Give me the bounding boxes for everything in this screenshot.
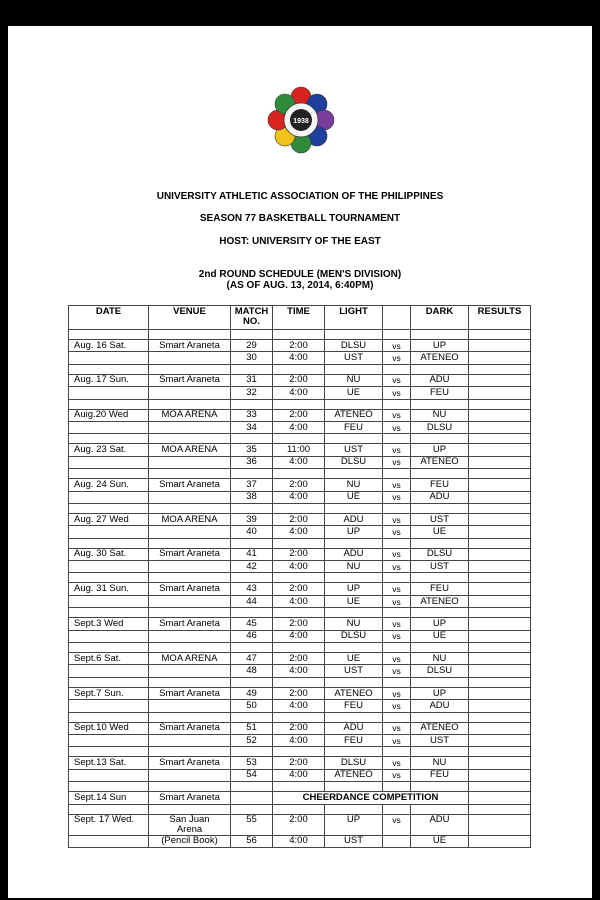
game-row xyxy=(69,387,531,399)
game-time: 4:00 xyxy=(273,352,325,364)
col-results: RESULTS xyxy=(469,306,531,330)
light-team: UE xyxy=(325,387,383,399)
dark-team: DLSU xyxy=(411,421,469,433)
dark-team: ATENEO xyxy=(411,722,469,734)
match-no: 49 xyxy=(231,687,273,699)
col-vs xyxy=(383,306,411,330)
game-row xyxy=(69,513,531,525)
dark-team: FEU xyxy=(411,769,469,781)
game-time: 2:00 xyxy=(273,653,325,665)
spacer-row xyxy=(69,469,531,479)
cheerdance-event: CHEERDANCE COMPETITION xyxy=(273,792,469,804)
light-team: FEU xyxy=(325,421,383,433)
host-title: HOST: UNIVERSITY OF THE EAST xyxy=(219,236,381,247)
result-cell xyxy=(469,757,531,769)
game-time: 2:00 xyxy=(273,618,325,630)
light-team: ATENEO xyxy=(325,687,383,699)
result-cell xyxy=(469,444,531,456)
spacer-row xyxy=(69,747,531,757)
result-cell xyxy=(469,722,531,734)
versus-label: vs xyxy=(383,456,411,468)
match-no: 42 xyxy=(231,561,273,573)
game-time: 2:00 xyxy=(273,340,325,352)
versus-label: vs xyxy=(383,409,411,421)
spacer-row xyxy=(69,782,531,792)
dark-team: UP xyxy=(411,687,469,699)
light-team: UST xyxy=(325,835,383,847)
spacer-row xyxy=(69,804,531,814)
game-row xyxy=(69,340,531,352)
versus-label: vs xyxy=(383,526,411,538)
result-cell xyxy=(469,548,531,560)
match-no: 40 xyxy=(231,526,273,538)
uaap-seal-icon xyxy=(263,82,339,158)
versus-label: vs xyxy=(383,561,411,573)
dark-team: NU xyxy=(411,409,469,421)
game-time: 4:00 xyxy=(273,456,325,468)
light-team: NU xyxy=(325,618,383,630)
spacer-row xyxy=(69,573,531,583)
schedule-title: 2nd ROUND SCHEDULE (MEN'S DIVISION) xyxy=(198,269,402,280)
light-team: UE xyxy=(325,595,383,607)
light-team: ATENEO xyxy=(325,409,383,421)
light-team: UP xyxy=(325,814,383,835)
day-date: Aug. 23 Sat. xyxy=(69,444,149,456)
versus-label: vs xyxy=(383,722,411,734)
versus-label: vs xyxy=(383,479,411,491)
dark-team: ATENEO xyxy=(411,595,469,607)
schedule-body xyxy=(69,330,531,782)
spacer-row xyxy=(69,503,531,513)
game-row xyxy=(69,561,531,573)
match-no: 54 xyxy=(231,769,273,781)
spacer-row xyxy=(69,643,531,653)
versus-label: vs xyxy=(383,340,411,352)
match-no: 56 xyxy=(231,835,273,847)
result-cell xyxy=(469,835,531,847)
day-venue: Smart Araneta xyxy=(149,479,231,491)
versus-label: vs xyxy=(383,387,411,399)
versus-label: vs xyxy=(383,583,411,595)
result-cell xyxy=(469,374,531,386)
day-date: Sept.13 Sat. xyxy=(69,757,149,769)
light-team: UP xyxy=(325,526,383,538)
dark-team: UP xyxy=(411,444,469,456)
versus-label: vs xyxy=(383,665,411,677)
day-date: Aug. 30 Sat. xyxy=(69,548,149,560)
game-time: 2:00 xyxy=(273,687,325,699)
match-no: 51 xyxy=(231,722,273,734)
dark-team: ATENEO xyxy=(411,456,469,468)
day-date: Sept. 17 Wed. xyxy=(69,814,149,835)
game-time: 2:00 xyxy=(273,513,325,525)
day-venue: Smart Araneta xyxy=(149,548,231,560)
dark-team: FEU xyxy=(411,387,469,399)
col-dark: DARK xyxy=(411,306,469,330)
game-row xyxy=(69,687,531,699)
light-team: UST xyxy=(325,352,383,364)
game-row xyxy=(69,409,531,421)
light-team: NU xyxy=(325,479,383,491)
game-time: 4:00 xyxy=(273,595,325,607)
game-row xyxy=(69,491,531,503)
match-no: 46 xyxy=(231,630,273,642)
dark-team: ADU xyxy=(411,700,469,712)
dark-team: DLSU xyxy=(411,665,469,677)
day-date: Aug. 31 Sun. xyxy=(69,583,149,595)
light-team: DLSU xyxy=(325,456,383,468)
dark-team: ADU xyxy=(411,491,469,503)
match-no: 39 xyxy=(231,513,273,525)
versus-label: vs xyxy=(383,491,411,503)
day-venue: Smart Araneta xyxy=(149,583,231,595)
result-cell xyxy=(469,653,531,665)
cheerdance-venue: Smart Araneta xyxy=(149,792,231,804)
match-no: 44 xyxy=(231,595,273,607)
match-no: 52 xyxy=(231,734,273,746)
dark-team: UP xyxy=(411,618,469,630)
game-time: 4:00 xyxy=(273,387,325,399)
col-venue: VENUE xyxy=(149,306,231,330)
match-no: 37 xyxy=(231,479,273,491)
game-row xyxy=(69,583,531,595)
game-time: 2:00 xyxy=(273,722,325,734)
game-row xyxy=(69,665,531,677)
game-row xyxy=(69,421,531,433)
spacer-row xyxy=(69,712,531,722)
game-row xyxy=(69,769,531,781)
org-title: UNIVERSITY ATHLETIC ASSOCIATION OF THE PHILIPPINES xyxy=(156,191,444,202)
spacer-row xyxy=(69,677,531,687)
result-cell xyxy=(469,513,531,525)
header-row xyxy=(69,306,531,330)
match-no: 41 xyxy=(231,548,273,560)
day-venue: Smart Araneta xyxy=(149,374,231,386)
result-cell xyxy=(469,421,531,433)
versus-label: vs xyxy=(383,595,411,607)
match-no: 50 xyxy=(231,700,273,712)
day-venue: Smart Araneta xyxy=(149,687,231,699)
match-no: 53 xyxy=(231,757,273,769)
game-time: 2:00 xyxy=(273,409,325,421)
match-no: 29 xyxy=(231,340,273,352)
result-cell xyxy=(469,479,531,491)
game-row xyxy=(69,548,531,560)
match-no: 45 xyxy=(231,618,273,630)
light-team: NU xyxy=(325,374,383,386)
cheerdance-row xyxy=(69,792,531,804)
game-row xyxy=(69,835,531,847)
result-cell xyxy=(469,352,531,364)
result-cell xyxy=(469,387,531,399)
day-venue: MOA ARENA xyxy=(149,444,231,456)
day-date: Aug. 17 Sun. xyxy=(69,374,149,386)
day-venue: Smart Araneta xyxy=(149,618,231,630)
day-venue: Smart Araneta xyxy=(149,340,231,352)
day-date: Sept.10 Wed xyxy=(69,722,149,734)
result-cell xyxy=(469,491,531,503)
day-venue: Smart Araneta xyxy=(149,722,231,734)
result-cell xyxy=(469,409,531,421)
spacer-row xyxy=(69,364,531,374)
versus-label: vs xyxy=(383,352,411,364)
light-team: FEU xyxy=(325,734,383,746)
light-team: NU xyxy=(325,561,383,573)
dark-team: UE xyxy=(411,630,469,642)
versus-label: vs xyxy=(383,653,411,665)
day-date: Aug. 24 Sun. xyxy=(69,479,149,491)
game-time: 4:00 xyxy=(273,665,325,677)
day-date: Sept.3 Wed xyxy=(69,618,149,630)
result-cell xyxy=(469,734,531,746)
spacer-row xyxy=(69,330,531,340)
game-row xyxy=(69,814,531,835)
light-team: DLSU xyxy=(325,340,383,352)
game-row xyxy=(69,595,531,607)
spacer-row xyxy=(69,608,531,618)
cheerdance-date: Sept.14 Sun xyxy=(69,792,149,804)
dark-team: UE xyxy=(411,526,469,538)
light-team: ADU xyxy=(325,548,383,560)
dark-team: ADU xyxy=(411,814,469,835)
match-no: 38 xyxy=(231,491,273,503)
game-row xyxy=(69,722,531,734)
venue-line: Arena xyxy=(176,823,203,835)
match-no: 33 xyxy=(231,409,273,421)
day-venue: MOA ARENA xyxy=(149,513,231,525)
result-cell xyxy=(469,769,531,781)
game-time: 4:00 xyxy=(273,491,325,503)
game-row xyxy=(69,630,531,642)
light-team: UE xyxy=(325,491,383,503)
schedule-table xyxy=(68,305,531,848)
game-time: 4:00 xyxy=(273,769,325,781)
game-time: 2:00 xyxy=(273,814,325,835)
match-no: 34 xyxy=(231,421,273,433)
game-row xyxy=(69,479,531,491)
game-time: 4:00 xyxy=(273,630,325,642)
dark-team: UST xyxy=(411,734,469,746)
game-time: 2:00 xyxy=(273,479,325,491)
col-date: DATE xyxy=(69,306,149,330)
versus-label: vs xyxy=(383,374,411,386)
light-team: ADU xyxy=(325,722,383,734)
game-time: 2:00 xyxy=(273,374,325,386)
day-date: Sept.7 Sun. xyxy=(69,687,149,699)
game-row xyxy=(69,374,531,386)
versus-label: vs xyxy=(383,769,411,781)
versus-label: vs xyxy=(383,687,411,699)
dark-team: ATENEO xyxy=(411,352,469,364)
spacer-row xyxy=(69,399,531,409)
spacer-row xyxy=(69,538,531,548)
match-no: 31 xyxy=(231,374,273,386)
light-team: ADU xyxy=(325,513,383,525)
result-cell xyxy=(469,456,531,468)
game-time: 2:00 xyxy=(273,757,325,769)
versus-label: vs xyxy=(383,734,411,746)
day-venue: MOA ARENA xyxy=(149,653,231,665)
dark-team: NU xyxy=(411,757,469,769)
day-venue: MOA ARENA xyxy=(149,409,231,421)
dark-team: DLSU xyxy=(411,548,469,560)
light-team: DLSU xyxy=(325,757,383,769)
game-time: 4:00 xyxy=(273,526,325,538)
game-time: 11:00 xyxy=(273,444,325,456)
day-venue-note: (Pencil Book) xyxy=(149,835,231,847)
spacer-row xyxy=(69,434,531,444)
light-team: DLSU xyxy=(325,630,383,642)
match-no: 47 xyxy=(231,653,273,665)
as-of-date: (AS OF AUG. 13, 2014, 6:40PM) xyxy=(226,280,374,291)
day-date: Aug. 27 Wed xyxy=(69,513,149,525)
light-team: UST xyxy=(325,665,383,677)
match-no: 36 xyxy=(231,456,273,468)
day-venue: Smart Araneta xyxy=(149,757,231,769)
versus-label: vs xyxy=(383,618,411,630)
result-cell xyxy=(469,595,531,607)
dark-team: ADU xyxy=(411,374,469,386)
dark-team: UE xyxy=(411,835,469,847)
versus-label: vs xyxy=(383,548,411,560)
game-row xyxy=(69,526,531,538)
versus-label: vs xyxy=(383,513,411,525)
dark-team: NU xyxy=(411,653,469,665)
versus-label: vs xyxy=(383,444,411,456)
col-time: TIME xyxy=(273,306,325,330)
game-time: 4:00 xyxy=(273,421,325,433)
versus-label: vs xyxy=(383,700,411,712)
game-row xyxy=(69,757,531,769)
game-row xyxy=(69,444,531,456)
game-row xyxy=(69,456,531,468)
light-team: UE xyxy=(325,653,383,665)
dark-team: UST xyxy=(411,561,469,573)
dark-team: FEU xyxy=(411,583,469,595)
result-cell xyxy=(469,340,531,352)
versus-label: vs xyxy=(383,421,411,433)
col-light: LIGHT xyxy=(325,306,383,330)
seal-year: 1938 xyxy=(293,118,309,125)
day-date: Sept.6 Sat. xyxy=(69,653,149,665)
versus-label: vs xyxy=(383,757,411,769)
game-time: 4:00 xyxy=(273,700,325,712)
match-no: 43 xyxy=(231,583,273,595)
game-row xyxy=(69,618,531,630)
season-title: SEASON 77 BASKETBALL TOURNAMENT xyxy=(199,213,401,224)
day-date: Aug. 16 Sat. xyxy=(69,340,149,352)
result-cell xyxy=(469,700,531,712)
dark-team: UP xyxy=(411,340,469,352)
dark-team: UST xyxy=(411,513,469,525)
result-cell xyxy=(469,687,531,699)
dark-team: FEU xyxy=(411,479,469,491)
light-team: UP xyxy=(325,583,383,595)
versus-label: vs xyxy=(383,814,411,835)
match-no: 30 xyxy=(231,352,273,364)
schedule-tail xyxy=(69,782,531,848)
venue-line: San Juan xyxy=(169,814,210,825)
result-cell xyxy=(469,526,531,538)
versus-label: vs xyxy=(383,630,411,642)
result-cell xyxy=(469,814,531,835)
game-time: 4:00 xyxy=(273,561,325,573)
game-time: 2:00 xyxy=(273,548,325,560)
game-time: 2:00 xyxy=(273,583,325,595)
result-cell xyxy=(469,630,531,642)
match-no: 35 xyxy=(231,444,273,456)
day-date: Auig.20 Wed xyxy=(69,409,149,421)
light-team: UST xyxy=(325,444,383,456)
game-row xyxy=(69,352,531,364)
result-cell xyxy=(469,583,531,595)
col-match: MATCH NO. xyxy=(231,306,273,330)
game-row xyxy=(69,734,531,746)
result-cell xyxy=(469,618,531,630)
game-time: 4:00 xyxy=(273,734,325,746)
light-team: ATENEO xyxy=(325,769,383,781)
match-no: 48 xyxy=(231,665,273,677)
game-row xyxy=(69,653,531,665)
match-no: 55 xyxy=(231,814,273,835)
match-no: 32 xyxy=(231,387,273,399)
day-venue xyxy=(149,814,231,835)
game-row xyxy=(69,700,531,712)
result-cell xyxy=(469,561,531,573)
light-team: FEU xyxy=(325,700,383,712)
result-cell xyxy=(469,665,531,677)
game-time: 4:00 xyxy=(273,835,325,847)
